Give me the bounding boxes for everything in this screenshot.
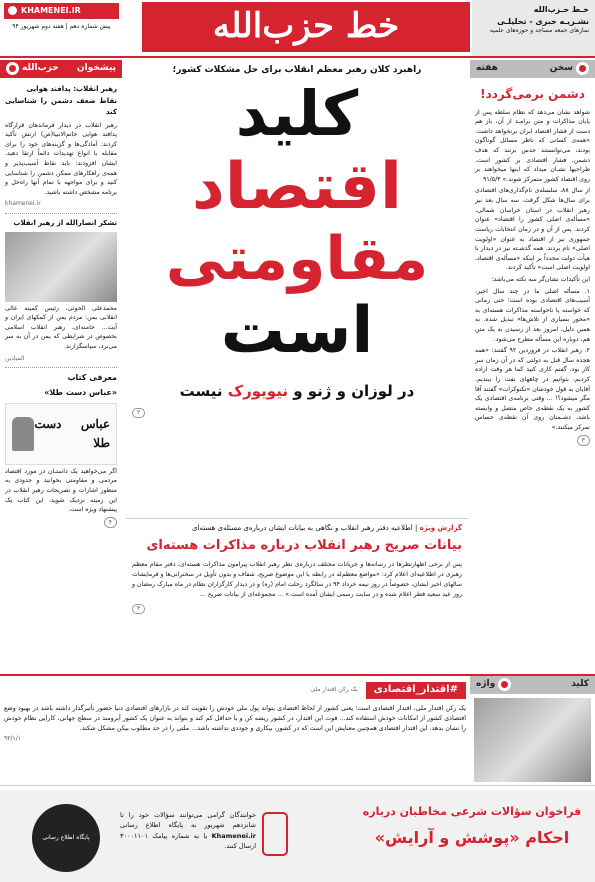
news-source[interactable]: khamenei.ir <box>5 200 41 208</box>
footer-call <box>0 790 595 882</box>
call-subject: احکام «پوشش و آرایش» <box>374 827 570 847</box>
section-header-pishkhan <box>0 60 122 78</box>
logo-mark-icon <box>8 6 17 15</box>
masthead <box>142 2 470 52</box>
section-sub: حزب‌الله <box>22 63 59 74</box>
call-title-block <box>357 804 587 849</box>
report-body: پس از برخی اظهارنظرها در رسانه‌ها و جریانات مختلف درباره‌ی نظر رهبر انقلاب پیرامون مذاکرات هسته‌ای، دفتر مقام معظم رهبری در اطلاعیه‌ای اعلام کرد: «مواضع معظم‌له در رابطه با این موضوع صریح، شفاف و بدون تأویل در سخنرانی‌ها و فرمایشات سالهای اخیر ایشان، خصوصاً در روز نیمه خرداد ۹۴ در سالگرد رحلت امام (ره) و در دیدار کارگزاران نظام در ماه مبارک رمضان و روز عید سعید فطر اعلام شده و در سایت رسمی ایشان آمده است.» ... مجموعه‌ای از بیانات صریح ... <box>132 560 462 598</box>
keyword-strip <box>0 674 595 786</box>
book-title: «عباس دست طلا» <box>44 388 117 398</box>
phone-icon <box>262 812 288 856</box>
section-header-kelid <box>470 676 595 694</box>
page-badge[interactable]: ۳ <box>577 435 590 446</box>
left-sidebar <box>0 60 122 670</box>
book-body: اگر می‌خواهید یک داستـان در مورد اقتصاد مردمی و مقاومتی بخوانید و جدودی به منظور اشارات و تصریحات رهبر انقلاب در این زمینه نزدیک شوید، این کتاب یک پیشنهاد ویژه است. <box>5 467 117 514</box>
news-source: المیادین <box>5 354 25 362</box>
logo-text: KHAMENEI.IR <box>21 6 81 15</box>
editorial-headline: دشمن برمی‌گردد! <box>480 87 585 101</box>
signal-icon <box>6 62 19 75</box>
kicker: راهبرد کلان رهبر معظم انقلاب برای حل مشکلات کشور؛ <box>172 65 422 75</box>
editorial-para: این تأکیدات نشان‌گر سه نکته می‌باشد: <box>491 275 590 283</box>
call-title: فراخوان سؤالات شرعی مخاطبان درباره <box>362 805 582 818</box>
subheadline <box>126 381 468 403</box>
hashtag-body: یک رکن اقتدار ملی، اقتدار اقتصادی است؛ یعنی کشور از لحاظ اقتصادی بتواند پول ملی خودش را تقویت کند در بازارهای اقتصادی دنیا حضور تأثیرگذار داشته باشد در بهبود وضع اقتصادی کشور از امکانات خودش استفاده کند... قوت این اقتدار، در کشور ریشه کن و با حداقل کم کند و بتواند به عنوان یک کشور آبرومند در سطح جهانی، کارایی نظام خودش را نشان بدهد. این اقتدار اقتصادی همچنین معنایش این است که در کشور، بیکاری و جوددی نداشته باشد... ملتی را در حد مطلوب بیکن مشکل شکند. <box>4 704 466 733</box>
seal-text: پایگاه اطلاع رسانی <box>42 833 90 841</box>
news-column <box>0 78 122 531</box>
book-cover-text: عباس دست طلا <box>34 417 110 450</box>
section-label: کلید <box>571 679 589 690</box>
subheadline-red: نیویورک <box>227 382 288 401</box>
section-label: سخن <box>549 63 573 74</box>
header-right-line2: نشـریـه خبری - تحلیلـی <box>497 16 589 26</box>
section-header-sokhan <box>470 60 595 78</box>
keyword-box <box>470 676 595 786</box>
call-site[interactable]: Khamenei.ir <box>211 831 256 840</box>
call-body <box>120 810 256 852</box>
keyword-content <box>4 682 466 782</box>
page-header <box>0 0 595 58</box>
issue-line: پیش شماره دهم | هفته دوم شهریور ۹۴ <box>12 22 111 30</box>
report-headline: بیانات صریح رهبر انقلاب درباره مذاکرات هسته‌ای <box>146 538 462 554</box>
book-section-label: معرفی کتاب <box>67 372 117 382</box>
headline-line4: است <box>220 294 374 369</box>
news-item-body: رهبر انقلاب در دیدار فرماندهان قرارگاه پدافند هوایی خاتم‌الانبیا(ص) ارتش تأکید کردند: آمادگی‌ها و گزینه‌های خود را برای مقابله با انواع تهدیدات دائماً ارتقا دهید. ایشان افزودند: باید نقاط آسیب‌پذیر و همه‌ی راهکارهای ممکن دشمن را شناسایی کنید و برای مواجهه با تمام آنها راه‌حل و برنامه مشخص داشته باشید. <box>5 121 117 196</box>
section-sub: واژه <box>476 679 496 690</box>
headline-line1: کلید <box>235 77 359 151</box>
subheadline-part1: در لوزان و ژنو و <box>293 382 415 401</box>
editorial-point: ۲. رهبر انقلاب در فروردین ۹۲ گفتند: «همه هجده سال قبل به دولتی که در آن زمان سر کار بود، گفتم کاری کنید کما هر وقت اراده کردیم، بتوانیم در چاههای نفت را ببندیم. آقایان به قول خودشان «تکنوکرات» گفتند آقا مگر میشود؟! ... وقتی برنامه‌ی اقتصادی یک کشور به یک نقطه‌ی خاص متصل و وابسته باشد، دشـمنان روی آن نقطه‌ی حساس تمرکز میکنند.» <box>475 347 590 432</box>
report-label: گزارش ویژه <box>419 524 462 532</box>
editorial-point: ۱. مسأله اصلی ما در چند سال اخیر، آسیب‌های اقتصادی بوده است؛ حتی زمانی که خواسته یا ناخواسته مذاکرات هسته‌ای به «محور بسیاری از تلاش‌ها» تبدیل شده. به همین دلیل، امروز بعد از رسیدن به یک متن هم، دوباره این مسأله مطرح می‌شود. <box>475 287 590 343</box>
news-item-subtitle: نقاط ضعف دشمن را شناسایی کند <box>5 96 117 116</box>
report-intro: اطلاعیه دفتر رهبر انقلاب و نگاهی به بیانات ایشان درباره‌ی مسئله‌ی هسته‌ای <box>192 524 413 532</box>
hash-icon <box>498 678 511 691</box>
seal-logo <box>32 804 100 872</box>
pen-icon <box>576 62 589 75</box>
header-right-line1: خـط حـزب‌الله <box>533 5 589 14</box>
news-item-title: تشکر انصارالله از رهبر انقلاب <box>13 218 117 227</box>
hashtag-source: یک رکن اقتدار ملی <box>310 685 358 693</box>
houthi-photo <box>5 232 117 302</box>
book-cover <box>5 403 117 465</box>
call-body1: خوانندگان گرامی می‌توانند سؤالات خود را تا شانزدهم شهریور به پایگاه اطلاع رسانی <box>120 811 256 830</box>
page-badge[interactable]: ۴ <box>104 517 117 528</box>
call-body2: یا به شماره پیامک ۳۰۰۰۱۱۰۱ ارسال کنند. <box>120 831 256 851</box>
section-label: پیشخوان <box>76 63 116 74</box>
section-sub: هفته <box>476 63 498 74</box>
news-item-body: محمدعلی الحوثی، رئیس کمیته عالی انقلابی یمن: مردم یمن از کمکهای ایران و آیت‌... خامنه‌ای، رهبر انقلاب اسلامی بخصوص در شرایطی که یمن در آن به سر می‌برد، سپاسگزارند. <box>5 304 117 350</box>
news-item-title: رهبر انقلاب: پدافند هوایی <box>26 85 117 93</box>
subheadline-part2: نیست <box>179 382 223 401</box>
headline-line2: اقتصاد <box>192 150 402 225</box>
header-right-line3: نمازهای جمعه مساجد و حوزه‌های علمیه <box>489 27 589 35</box>
special-report: گزارش ویژه | اطلاعیه دفتر رهبر انقلاب و نگاهی به بیانات ایشان درباره‌ی مسئله‌ی هسته‌ای بیانات صریح رهبر انقلاب درباره مذاکرات هسته‌ای پس از برخی اظهارنظرها در رسانه‌ها و جریانات مختلف درباره‌ی نظر رهبر انقلاب پیرامون مذاکرات هسته‌ای، دفتر مقام معظم رهبری در اطلاعیه‌ای اعلام کرد: «مواضع معظم‌له در رابطه با این موضوع صریح، شفاف و بدون تأویل در سخنرانی‌ها و فرمایشات سالهای اخیر ایشان، خصوصاً در روز نیمه خرداد ۹۴ در سالگرد رحلت امام (ره) و در دیدار کارگزاران نظام در ماه مبارک رمضان و روز عید سعید فطر اعلام شده و در سایت رسمی ایشان آمده است.» ... مجموعه‌ای از بیانات صریح ... ۳ <box>126 518 468 668</box>
hand-emblem-icon <box>12 417 34 451</box>
page-badge[interactable]: ۳ <box>132 604 145 615</box>
editorial-column <box>470 78 595 450</box>
masthead-title: خط حزب‌الله <box>212 6 400 47</box>
khamenei-logo[interactable] <box>4 3 119 19</box>
keyword-photo <box>474 698 591 782</box>
header-left-block <box>0 0 123 56</box>
hashtag-ref: ۹۳/۱/۱ <box>4 734 21 742</box>
editorial-para: شواهد نشان می‌دهد که نظام سلطه پس از پایان مذاکرات و متن برامـد از آن، باز هم دست از فشار اقتصاد ایران برنخواهد داشت. «همه‌ی کسانی که ناظر مسائل گوناگون بودند، می‌توانستند حدس بزنند که هدف دشمن، فشار اقتصادی بر کشور است. طراحیها نشـان میداد که اینها میخواهند بر روی اقتصاد کشور متمرکز شوند.» ۹۱/۵/۳ <box>475 108 590 183</box>
page-badge[interactable]: ۲ <box>132 408 145 419</box>
main-center <box>126 60 468 515</box>
headline-line3: مقاومتی <box>165 224 429 295</box>
hashtag-label[interactable]: #اقتدار_اقتصادی <box>366 682 466 699</box>
header-right-block <box>472 0 595 56</box>
editorial-para: از سال ۸۸، سلسله‌ی نام‌گذاری‌های اقتصادی برای سال‌ها شکل گرفت. سه سال بعد نیز رهبر انقلاب در استان خراسان شمالی، «مسأله‌ی اصلی کشور را اقتصاد» عنوان کردند. پس از آن و در زمان انتخابات ریاست جمهوری نیز از اقتصاد به عنوان «اولویت اصلی» نام بردند. همه گذشـته نیز در دیدار با هیأت دولت مجدداً بر اینکه «مسأله‌ی اقتصاد، اولویت اصلی است» تأکید کردند. <box>475 187 590 272</box>
right-sidebar <box>470 60 595 670</box>
